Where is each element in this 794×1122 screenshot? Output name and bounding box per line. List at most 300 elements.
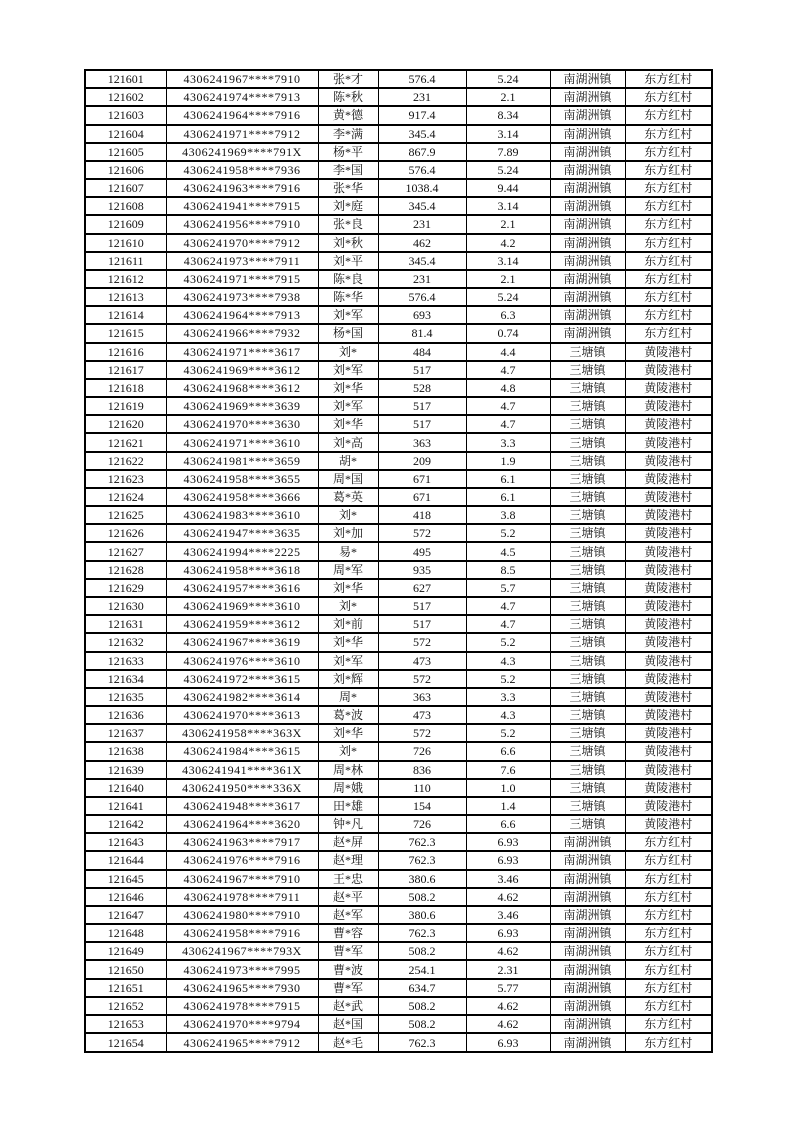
- cell-amount: 671: [378, 488, 466, 506]
- cell-village: 黄陵港村: [625, 542, 712, 560]
- cell-name: 刘*军: [318, 652, 378, 670]
- table-row: [85, 197, 712, 215]
- cell-serial: 121647: [85, 906, 166, 924]
- cell-serial: 121625: [85, 506, 166, 524]
- cell-serial: 121603: [85, 106, 166, 124]
- cell-town: 南湖洲镇: [550, 125, 625, 143]
- cell-town: 三塘镇: [550, 470, 625, 488]
- cell-amount: 473: [378, 706, 466, 724]
- cell-serial: 121623: [85, 470, 166, 488]
- cell-area: 4.2: [466, 234, 550, 252]
- cell-amount: 345.4: [378, 125, 466, 143]
- cell-town: 三塘镇: [550, 597, 625, 615]
- cell-serial: 121624: [85, 488, 166, 506]
- cell-id-number: 4306241976****7916: [166, 851, 318, 869]
- cell-village: 东方红村: [625, 143, 712, 161]
- cell-town: 三塘镇: [550, 615, 625, 633]
- cell-serial: 121621: [85, 433, 166, 451]
- cell-town: 三塘镇: [550, 506, 625, 524]
- cell-town: 南湖洲镇: [550, 106, 625, 124]
- cell-id-number: 4306241972****3615: [166, 670, 318, 688]
- cell-area: 4.7: [466, 361, 550, 379]
- cell-name: 赵*屏: [318, 833, 378, 851]
- table-row: [85, 343, 712, 361]
- cell-village: 东方红村: [625, 161, 712, 179]
- cell-name: 李*满: [318, 125, 378, 143]
- cell-serial: 121640: [85, 779, 166, 797]
- cell-amount: 517: [378, 397, 466, 415]
- cell-town: 南湖洲镇: [550, 833, 625, 851]
- cell-id-number: 4306241971****7915: [166, 270, 318, 288]
- cell-area: 4.7: [466, 415, 550, 433]
- cell-name: 刘*庭: [318, 197, 378, 215]
- cell-area: 0.74: [466, 324, 550, 342]
- cell-id-number: 4306241958****7916: [166, 924, 318, 942]
- cell-village: 东方红村: [625, 215, 712, 233]
- cell-area: 4.3: [466, 706, 550, 724]
- cell-amount: 508.2: [378, 888, 466, 906]
- table-row: [85, 324, 712, 342]
- cell-village: 黄陵港村: [625, 724, 712, 742]
- cell-name: 刘*华: [318, 415, 378, 433]
- cell-village: 东方红村: [625, 125, 712, 143]
- table-row: [85, 633, 712, 651]
- cell-town: 三塘镇: [550, 670, 625, 688]
- cell-town: 南湖洲镇: [550, 215, 625, 233]
- cell-area: 3.14: [466, 197, 550, 215]
- cell-serial: 121620: [85, 415, 166, 433]
- cell-serial: 121619: [85, 397, 166, 415]
- cell-amount: 254.1: [378, 960, 466, 978]
- cell-name: 刘*军: [318, 361, 378, 379]
- cell-area: 4.4: [466, 343, 550, 361]
- cell-serial: 121646: [85, 888, 166, 906]
- cell-village: 黄陵港村: [625, 597, 712, 615]
- cell-area: 6.6: [466, 742, 550, 760]
- cell-area: 7.6: [466, 761, 550, 779]
- cell-town: 三塘镇: [550, 415, 625, 433]
- table-row: [85, 415, 712, 433]
- cell-amount: 935: [378, 561, 466, 579]
- cell-village: 东方红村: [625, 1033, 712, 1052]
- cell-area: 3.46: [466, 870, 550, 888]
- cell-village: 东方红村: [625, 70, 712, 88]
- cell-name: 赵*理: [318, 851, 378, 869]
- cell-serial: 121643: [85, 833, 166, 851]
- cell-id-number: 4306241971****3610: [166, 433, 318, 451]
- cell-area: 5.2: [466, 670, 550, 688]
- table-row: [85, 851, 712, 869]
- table-row: [85, 106, 712, 124]
- cell-area: 6.6: [466, 815, 550, 833]
- cell-serial: 121633: [85, 652, 166, 670]
- cell-name: 刘*加: [318, 524, 378, 542]
- table-row: [85, 688, 712, 706]
- cell-town: 南湖洲镇: [550, 70, 625, 88]
- cell-town: 三塘镇: [550, 343, 625, 361]
- roster-table: [84, 69, 713, 1053]
- cell-amount: 693: [378, 306, 466, 324]
- cell-serial: 121605: [85, 143, 166, 161]
- cell-amount: 1038.4: [378, 179, 466, 197]
- cell-name: 曹*波: [318, 960, 378, 978]
- table-row: [85, 706, 712, 724]
- cell-town: 三塘镇: [550, 542, 625, 560]
- cell-id-number: 4306241967****793X: [166, 942, 318, 960]
- cell-village: 东方红村: [625, 997, 712, 1015]
- cell-amount: 572: [378, 524, 466, 542]
- cell-amount: 231: [378, 270, 466, 288]
- cell-area: 5.77: [466, 979, 550, 997]
- cell-amount: 345.4: [378, 197, 466, 215]
- cell-amount: 508.2: [378, 942, 466, 960]
- cell-village: 东方红村: [625, 979, 712, 997]
- cell-name: 张*才: [318, 70, 378, 88]
- cell-serial: 121638: [85, 742, 166, 760]
- table-row: [85, 815, 712, 833]
- table-row: [85, 797, 712, 815]
- cell-village: 东方红村: [625, 960, 712, 978]
- table-row: [85, 960, 712, 978]
- cell-town: 南湖洲镇: [550, 942, 625, 960]
- table-row: [85, 306, 712, 324]
- cell-serial: 121639: [85, 761, 166, 779]
- cell-town: 南湖洲镇: [550, 306, 625, 324]
- table-row: [85, 252, 712, 270]
- cell-serial: 121628: [85, 561, 166, 579]
- cell-village: 黄陵港村: [625, 488, 712, 506]
- cell-serial: 121608: [85, 197, 166, 215]
- cell-area: 1.0: [466, 779, 550, 797]
- cell-town: 南湖洲镇: [550, 234, 625, 252]
- cell-id-number: 4306241968****3612: [166, 379, 318, 397]
- cell-village: 黄陵港村: [625, 415, 712, 433]
- cell-area: 8.5: [466, 561, 550, 579]
- cell-area: 4.62: [466, 1015, 550, 1033]
- cell-town: 三塘镇: [550, 761, 625, 779]
- cell-id-number: 4306241941****7915: [166, 197, 318, 215]
- cell-serial: 121652: [85, 997, 166, 1015]
- cell-amount: 517: [378, 597, 466, 615]
- cell-town: 三塘镇: [550, 452, 625, 470]
- cell-area: 5.24: [466, 161, 550, 179]
- cell-id-number: 4306241956****7910: [166, 215, 318, 233]
- cell-area: 4.62: [466, 942, 550, 960]
- table-row: [85, 506, 712, 524]
- cell-area: 4.7: [466, 397, 550, 415]
- cell-amount: 231: [378, 88, 466, 106]
- cell-name: 周*: [318, 688, 378, 706]
- cell-name: 赵*平: [318, 888, 378, 906]
- table-row: [85, 997, 712, 1015]
- table-row: [85, 1033, 712, 1052]
- cell-serial: 121650: [85, 960, 166, 978]
- cell-town: 南湖洲镇: [550, 888, 625, 906]
- cell-amount: 508.2: [378, 1015, 466, 1033]
- cell-town: 南湖洲镇: [550, 179, 625, 197]
- table-row: [85, 470, 712, 488]
- cell-name: 周*林: [318, 761, 378, 779]
- cell-town: 三塘镇: [550, 361, 625, 379]
- cell-area: 1.9: [466, 452, 550, 470]
- cell-village: 东方红村: [625, 234, 712, 252]
- cell-village: 东方红村: [625, 88, 712, 106]
- cell-name: 刘*华: [318, 579, 378, 597]
- cell-village: 黄陵港村: [625, 470, 712, 488]
- cell-amount: 154: [378, 797, 466, 815]
- cell-area: 6.1: [466, 488, 550, 506]
- cell-serial: 121611: [85, 252, 166, 270]
- cell-id-number: 4306241973****7995: [166, 960, 318, 978]
- cell-id-number: 4306241970****3630: [166, 415, 318, 433]
- cell-serial: 121622: [85, 452, 166, 470]
- cell-serial: 121632: [85, 633, 166, 651]
- cell-amount: 576.4: [378, 70, 466, 88]
- cell-village: 黄陵港村: [625, 688, 712, 706]
- cell-serial: 121654: [85, 1033, 166, 1052]
- cell-name: 曹*军: [318, 979, 378, 997]
- cell-area: 3.3: [466, 688, 550, 706]
- cell-area: 4.7: [466, 597, 550, 615]
- cell-id-number: 4306241957****3616: [166, 579, 318, 597]
- table-row: [85, 215, 712, 233]
- cell-id-number: 4306241969****3639: [166, 397, 318, 415]
- cell-area: 3.14: [466, 252, 550, 270]
- cell-area: 4.62: [466, 997, 550, 1015]
- cell-area: 9.44: [466, 179, 550, 197]
- cell-name: 周*国: [318, 470, 378, 488]
- cell-town: 三塘镇: [550, 706, 625, 724]
- table-row: [85, 561, 712, 579]
- table-row: [85, 488, 712, 506]
- cell-amount: 517: [378, 361, 466, 379]
- cell-town: 南湖洲镇: [550, 143, 625, 161]
- cell-name: 刘*军: [318, 306, 378, 324]
- cell-name: 易*: [318, 542, 378, 560]
- cell-serial: 121606: [85, 161, 166, 179]
- cell-name: 刘*华: [318, 724, 378, 742]
- cell-village: 黄陵港村: [625, 561, 712, 579]
- cell-serial: 121642: [85, 815, 166, 833]
- cell-area: 3.46: [466, 906, 550, 924]
- cell-id-number: 4306241982****3614: [166, 688, 318, 706]
- cell-name: 刘*前: [318, 615, 378, 633]
- cell-amount: 380.6: [378, 906, 466, 924]
- cell-amount: 917.4: [378, 106, 466, 124]
- cell-village: 黄陵港村: [625, 615, 712, 633]
- cell-area: 4.3: [466, 652, 550, 670]
- cell-serial: 121616: [85, 343, 166, 361]
- table-row: [85, 397, 712, 415]
- cell-name: 曹*容: [318, 924, 378, 942]
- cell-village: 东方红村: [625, 288, 712, 306]
- cell-area: 7.89: [466, 143, 550, 161]
- cell-id-number: 4306241994****2225: [166, 542, 318, 560]
- table-row: [85, 452, 712, 470]
- cell-town: 三塘镇: [550, 688, 625, 706]
- cell-name: 赵*军: [318, 906, 378, 924]
- cell-amount: 363: [378, 688, 466, 706]
- cell-amount: 345.4: [378, 252, 466, 270]
- cell-name: 黄*德: [318, 106, 378, 124]
- cell-name: 刘*: [318, 506, 378, 524]
- cell-village: 东方红村: [625, 270, 712, 288]
- cell-village: 东方红村: [625, 1015, 712, 1033]
- cell-town: 南湖洲镇: [550, 906, 625, 924]
- cell-id-number: 4306241976****3610: [166, 652, 318, 670]
- cell-village: 黄陵港村: [625, 506, 712, 524]
- cell-amount: 110: [378, 779, 466, 797]
- cell-town: 南湖洲镇: [550, 960, 625, 978]
- cell-id-number: 4306241958****3618: [166, 561, 318, 579]
- cell-name: 曹*军: [318, 942, 378, 960]
- cell-name: 张*良: [318, 215, 378, 233]
- cell-id-number: 4306241974****7913: [166, 88, 318, 106]
- cell-village: 黄陵港村: [625, 361, 712, 379]
- cell-name: 周*军: [318, 561, 378, 579]
- table-row: [85, 125, 712, 143]
- cell-id-number: 4306241941****361X: [166, 761, 318, 779]
- cell-id-number: 4306241964****7916: [166, 106, 318, 124]
- cell-serial: 121610: [85, 234, 166, 252]
- cell-id-number: 4306241983****3610: [166, 506, 318, 524]
- cell-amount: 572: [378, 670, 466, 688]
- cell-name: 刘*辉: [318, 670, 378, 688]
- cell-town: 南湖洲镇: [550, 870, 625, 888]
- cell-town: 南湖洲镇: [550, 1015, 625, 1033]
- cell-name: 陈*秋: [318, 88, 378, 106]
- table-row: [85, 779, 712, 797]
- cell-serial: 121637: [85, 724, 166, 742]
- cell-town: 三塘镇: [550, 379, 625, 397]
- cell-id-number: 4306241958****3655: [166, 470, 318, 488]
- table-row: [85, 615, 712, 633]
- cell-name: 葛*英: [318, 488, 378, 506]
- cell-village: 东方红村: [625, 306, 712, 324]
- table-row: [85, 979, 712, 997]
- cell-town: 南湖洲镇: [550, 324, 625, 342]
- cell-area: 6.1: [466, 470, 550, 488]
- cell-village: 东方红村: [625, 906, 712, 924]
- cell-amount: 671: [378, 470, 466, 488]
- cell-id-number: 4306241970****9794: [166, 1015, 318, 1033]
- cell-area: 2.1: [466, 215, 550, 233]
- cell-serial: 121609: [85, 215, 166, 233]
- table-row: [85, 942, 712, 960]
- cell-name: 葛*波: [318, 706, 378, 724]
- cell-town: 南湖洲镇: [550, 161, 625, 179]
- cell-name: 赵*毛: [318, 1033, 378, 1052]
- cell-area: 5.24: [466, 70, 550, 88]
- cell-town: 三塘镇: [550, 724, 625, 742]
- cell-village: 黄陵港村: [625, 524, 712, 542]
- cell-area: 2.1: [466, 270, 550, 288]
- cell-amount: 634.7: [378, 979, 466, 997]
- cell-id-number: 4306241958****363X: [166, 724, 318, 742]
- cell-name: 李*国: [318, 161, 378, 179]
- table-row: [85, 179, 712, 197]
- cell-id-number: 4306241967****7910: [166, 70, 318, 88]
- cell-town: 三塘镇: [550, 488, 625, 506]
- cell-town: 三塘镇: [550, 397, 625, 415]
- cell-serial: 121630: [85, 597, 166, 615]
- cell-village: 黄陵港村: [625, 343, 712, 361]
- cell-amount: 726: [378, 815, 466, 833]
- cell-id-number: 4306241970****7912: [166, 234, 318, 252]
- cell-amount: 627: [378, 579, 466, 597]
- cell-village: 东方红村: [625, 179, 712, 197]
- cell-village: 黄陵港村: [625, 706, 712, 724]
- cell-id-number: 4306241971****7912: [166, 125, 318, 143]
- cell-id-number: 4306241967****7910: [166, 870, 318, 888]
- cell-serial: 121634: [85, 670, 166, 688]
- table-row: [85, 870, 712, 888]
- cell-village: 东方红村: [625, 851, 712, 869]
- cell-name: 胡*: [318, 452, 378, 470]
- table-row: [85, 379, 712, 397]
- table-row: [85, 270, 712, 288]
- cell-serial: 121604: [85, 125, 166, 143]
- cell-serial: 121617: [85, 361, 166, 379]
- cell-id-number: 4306241978****7915: [166, 997, 318, 1015]
- cell-id-number: 4306241947****3635: [166, 524, 318, 542]
- table-row: [85, 143, 712, 161]
- cell-area: 4.7: [466, 615, 550, 633]
- cell-area: 4.62: [466, 888, 550, 906]
- cell-area: 5.2: [466, 633, 550, 651]
- cell-amount: 867.9: [378, 143, 466, 161]
- cell-id-number: 4306241950****336X: [166, 779, 318, 797]
- cell-town: 三塘镇: [550, 524, 625, 542]
- cell-name: 陈*良: [318, 270, 378, 288]
- cell-town: 南湖洲镇: [550, 1033, 625, 1052]
- cell-name: 杨*平: [318, 143, 378, 161]
- cell-serial: 121613: [85, 288, 166, 306]
- cell-town: 三塘镇: [550, 579, 625, 597]
- table-row: [85, 361, 712, 379]
- table-row: [85, 70, 712, 88]
- cell-id-number: 4306241965****7912: [166, 1033, 318, 1052]
- cell-area: 5.2: [466, 724, 550, 742]
- cell-town: 南湖洲镇: [550, 997, 625, 1015]
- cell-area: 3.8: [466, 506, 550, 524]
- cell-id-number: 4306241981****3659: [166, 452, 318, 470]
- cell-serial: 121644: [85, 851, 166, 869]
- cell-village: 黄陵港村: [625, 397, 712, 415]
- cell-name: 陈*华: [318, 288, 378, 306]
- cell-area: 2.1: [466, 88, 550, 106]
- cell-name: 王*忠: [318, 870, 378, 888]
- table-row: [85, 579, 712, 597]
- cell-amount: 572: [378, 724, 466, 742]
- cell-id-number: 4306241948****3617: [166, 797, 318, 815]
- cell-town: 三塘镇: [550, 652, 625, 670]
- cell-id-number: 4306241964****3620: [166, 815, 318, 833]
- cell-village: 东方红村: [625, 106, 712, 124]
- cell-area: 4.8: [466, 379, 550, 397]
- cell-serial: 121612: [85, 270, 166, 288]
- cell-amount: 576.4: [378, 288, 466, 306]
- cell-amount: 762.3: [378, 851, 466, 869]
- cell-area: 1.4: [466, 797, 550, 815]
- cell-town: 南湖洲镇: [550, 288, 625, 306]
- cell-serial: 121641: [85, 797, 166, 815]
- cell-serial: 121653: [85, 1015, 166, 1033]
- cell-area: 5.24: [466, 288, 550, 306]
- cell-name: 刘*秋: [318, 234, 378, 252]
- cell-town: 南湖洲镇: [550, 851, 625, 869]
- cell-serial: 121629: [85, 579, 166, 597]
